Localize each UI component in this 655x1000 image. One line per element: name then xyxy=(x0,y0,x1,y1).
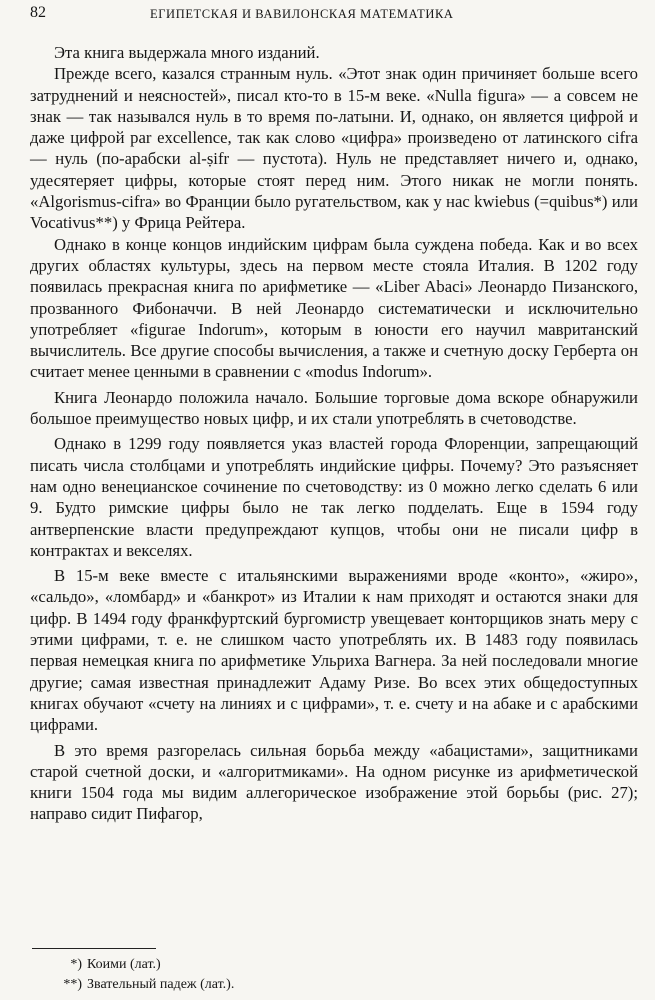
paragraph: Прежде всего, казался странным нуль. «Этот знак один причиняет больше всего затруднений и неясностей», писал кто-то в 15-м веке. «Nulla figura» — а совсем не знак — так назывался нуль в то время по-латыни. И, однако, он является цифрой и даже цифрой par excellence, так как слово «цифра» произведено от латинского cifra — нуль (по-арабски al-ṣifr — пустота). Нуль не представляет ничего и, однако, удесятеряет цифры, которые стоят перед ним. Этого никак не могли понять. «Algorismus-cifra» во Франции было ругательством, как у нас kwiebus (=quibus*) или Vocativus**) у Фрица Рейтера. xyxy=(30,64,638,233)
footnote xyxy=(46,955,234,975)
page-header xyxy=(30,4,633,24)
page-number: 82 xyxy=(30,4,46,21)
paragraph: Книга Леонардо положила начало. Большие торговые дома вскоре обнаружили большое преимущество новых цифр, и их стали употреблять в счетоводстве. xyxy=(30,387,638,429)
footnote-divider xyxy=(32,948,156,949)
paragraph: В это время разгорелась сильная борьба между «абацистами», защитниками старой счетной доски, и «алгоритмиками». На одном рисунке из арифметической книги 1504 года мы видим аллегорическое изображение этой борьбы (рис. 27); направо сидит Пифагор, xyxy=(30,740,638,824)
running-title: ЕГИПЕТСКАЯ И ВАВИЛОНСКАЯ МАТЕМАТИКА xyxy=(150,7,454,21)
footnote-mark: **) xyxy=(63,977,82,992)
footnote-text: Звательный падеж (лат.). xyxy=(87,977,235,992)
footnotes xyxy=(46,955,234,995)
paragraph: Однако в 1299 году появляется указ властей города Флоренции, запрещающий писать числа столбцами и употреблять индийские цифры. Почему? Это разъясняет нам одно венецианское сочинение по счетоводству: из 0 можно легко сделать 6 или 9. Будто римские цифры было не так легко подделать. Еще в 1594 году антверпенские власти предупреждают купцов, чтобы они не писали цифр в контрактах и векселях. xyxy=(30,434,638,560)
paragraph: Эта книга выдержала много изданий. xyxy=(54,43,320,62)
footnote xyxy=(46,975,234,995)
body-text xyxy=(30,42,638,825)
footnote-text: Коими (лат.) xyxy=(87,957,161,972)
paragraph: Однако в конце концов индийским цифрам была суждена победа. Как и во всех других областях культуры, здесь на первом месте стояла Италия. В 1202 году появилась прекрасная книга по арифметике — «Liber Abaci» Леонардо Пизанского, прозванного Фибоначчи. В ней Леонардо систематически и исключительно употребляет «figurae Indorum», которым в юности его научил мавританский вычислитель. Все другие способы вычисления, а также и счетную доску Герберта он считает менее ценными в сравнении с «modus Indorum». xyxy=(30,234,638,382)
footnote-mark: *) xyxy=(70,957,82,972)
paragraph: В 15-м веке вместе с итальянскими выражениями вроде «конто», «жиро», «сальдо», «ломбард» и «банкрот» из Италии к нам приходят и остаются знаки для цифр. В 1494 году франкфуртский бургомистр увещевает конторщиков знать меру с этими цифрами, т. е. не слишком часто употреблять их. В 1483 году появилась первая немецкая книга по арифметике Ульриха Вагнера. За ней последовали многие другие; самая известная принадлежит Адаму Ризе. Во всех этих общедоступных книгах обучают «счету на линиях и с цифрами», т. е. счету и на абаке и с арабскими цифрами. xyxy=(30,566,638,735)
